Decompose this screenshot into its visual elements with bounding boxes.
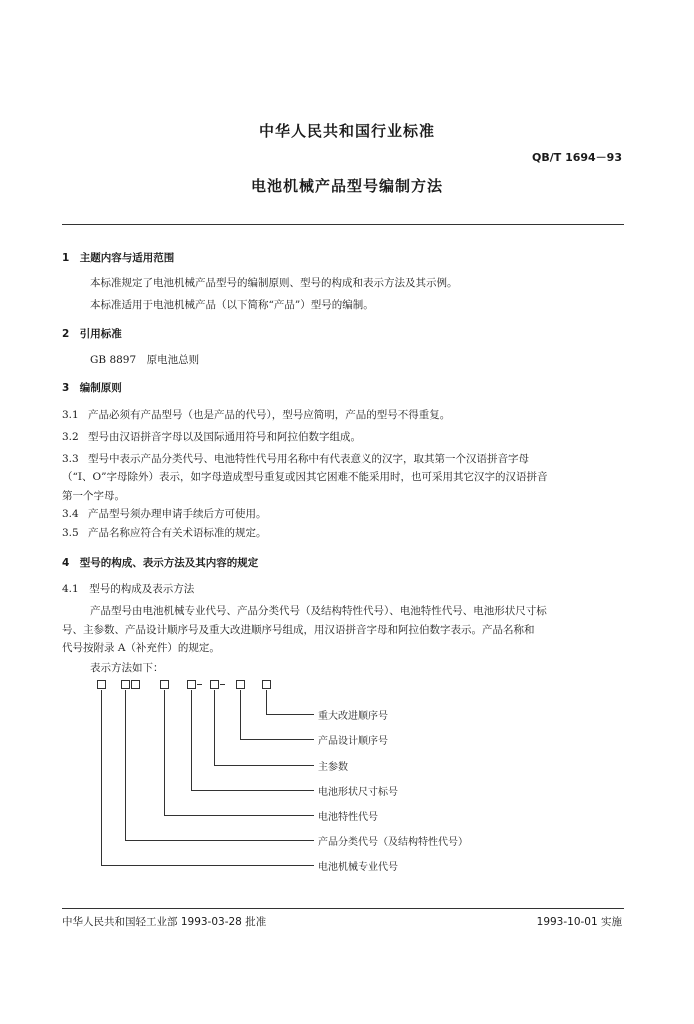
code-dash bbox=[197, 684, 202, 685]
code-box-structure bbox=[131, 680, 140, 689]
leader-horizontal bbox=[266, 714, 314, 715]
label-category: 产品分类代号（及结构特性代号） bbox=[318, 837, 468, 848]
code-dash bbox=[220, 684, 225, 685]
clause-text: 产品型号须办理申请手续后方可使用。 bbox=[88, 508, 267, 520]
leader-horizontal bbox=[125, 840, 314, 841]
leader-vertical bbox=[240, 690, 241, 739]
footer-divider bbox=[62, 908, 624, 909]
section-1-heading: 1 主题内容与适用范围 bbox=[62, 252, 175, 264]
clause-3-3-continuation-2: 第一个字母。 bbox=[62, 490, 125, 502]
section-1-paragraph-2: 本标准适用于电池机械产品（以下简称“产品”）型号的编制。 bbox=[90, 299, 374, 311]
leader-vertical bbox=[266, 690, 267, 714]
clause-number: 3.5 bbox=[62, 527, 79, 539]
leader-vertical bbox=[164, 690, 165, 815]
label-design-sequence: 产品设计顺序号 bbox=[318, 736, 388, 747]
approval-note: 中华人民共和国轻工业部 1993-03-28 批准 bbox=[62, 916, 267, 928]
clause-3-3-continuation-1: （“I、O”字母除外）表示，如字母造成型号重复或因其它困难不能采用时，也可采用其它汉字的汉语拼音 bbox=[62, 471, 548, 483]
leader-horizontal bbox=[101, 865, 314, 866]
leader-horizontal bbox=[164, 815, 314, 816]
standard-name: 中华人民共和国行业标准 bbox=[258, 122, 435, 140]
clause-number: 3.4 bbox=[62, 508, 79, 520]
code-box-design-sequence bbox=[236, 680, 245, 689]
section-4-paragraph-line-1: 产品型号由电池机械专业代号、产品分类代号（及结构特性代号）、电池特性代号、电池形状尺寸标 bbox=[90, 605, 547, 617]
standard-code: QB/T 1694－93 bbox=[531, 151, 622, 164]
section-4-paragraph-line-3: 代号按附录 A（补充件）的规定。 bbox=[62, 642, 220, 654]
implementation-date: 1993-10-01 实施 bbox=[536, 916, 622, 928]
label-main-parameter: 主参数 bbox=[318, 762, 348, 773]
clause-text: 产品名称应符合有关术语标准的规定。 bbox=[88, 527, 267, 539]
code-box-major-improvement bbox=[262, 680, 271, 689]
leader-vertical bbox=[101, 690, 102, 865]
clause-text: 产品必须有产品型号（也是产品的代号），型号应简明，产品的型号不得重复。 bbox=[88, 409, 451, 421]
clause-4-1-heading: 4.1 型号的构成及表示方法 bbox=[62, 583, 195, 595]
section-2-heading: 2 引用标准 bbox=[62, 328, 122, 340]
code-box-category bbox=[121, 680, 130, 689]
clause-number: 3.2 bbox=[62, 431, 79, 443]
label-specialty: 电池机械专业代号 bbox=[318, 862, 398, 873]
leader-horizontal bbox=[191, 790, 314, 791]
document-title: 电池机械产品型号编制方法 bbox=[250, 177, 443, 195]
clause-text: 型号中表示产品分类代号、电池特性代号用名称中有代表意义的汉字，取其第一个汉语拼音字母 bbox=[88, 453, 529, 465]
header-divider bbox=[62, 224, 624, 225]
clause-3-2 bbox=[62, 429, 361, 444]
label-shape-size: 电池形状尺寸标号 bbox=[318, 787, 398, 798]
clause-3-4 bbox=[62, 506, 267, 521]
label-major-improvement: 重大改进顺序号 bbox=[318, 711, 388, 722]
section-3-heading: 3 编制原则 bbox=[62, 382, 122, 394]
label-battery-feature: 电池特性代号 bbox=[318, 812, 378, 823]
leader-horizontal bbox=[240, 739, 314, 740]
clause-text: 型号由汉语拼音字母以及国际通用符号和阿拉伯数字组成。 bbox=[88, 431, 361, 443]
diagram-intro: 表示方法如下： bbox=[90, 662, 164, 674]
code-box-main-parameter bbox=[210, 680, 219, 689]
clause-3-5 bbox=[62, 525, 267, 540]
clause-number: 3.1 bbox=[62, 409, 79, 421]
code-box-battery-feature bbox=[160, 680, 169, 689]
code-box-shape-size bbox=[187, 680, 196, 689]
section-1-paragraph-1: 本标准规定了电池机械产品型号的编制原则、型号的构成和表示方法及其示例。 bbox=[90, 277, 458, 289]
leader-vertical bbox=[125, 690, 126, 840]
clause-3-1 bbox=[62, 407, 450, 422]
leader-horizontal bbox=[214, 765, 314, 766]
leader-vertical bbox=[191, 690, 192, 790]
section-2-reference: GB 8897 原电池总则 bbox=[90, 354, 200, 366]
clause-number: 3.3 bbox=[62, 453, 79, 465]
code-box-specialty bbox=[97, 680, 106, 689]
leader-vertical bbox=[214, 690, 215, 765]
section-4-heading: 4 型号的构成、表示方法及其内容的规定 bbox=[62, 557, 259, 569]
clause-3-3 bbox=[62, 451, 529, 466]
section-4-paragraph-line-2: 号、主参数、产品设计顺序号及重大改进顺序号组成，用汉语拼音字母和阿拉伯数字表示。产品名称和 bbox=[62, 624, 535, 636]
